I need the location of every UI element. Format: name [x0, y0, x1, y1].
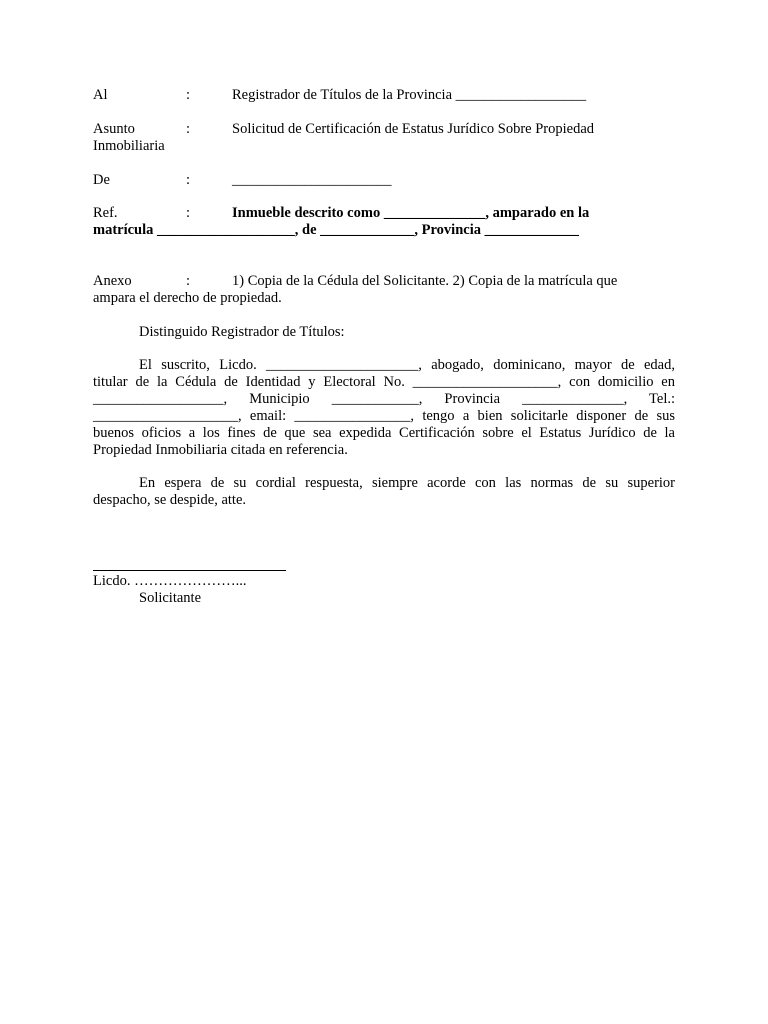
- header-de-colon: :: [186, 172, 191, 188]
- header-asunto-continuation: Inmobiliaria: [93, 138, 165, 154]
- header-al-label: Al: [93, 87, 108, 103]
- header-anexo-colon: :: [186, 273, 191, 289]
- header-asunto-colon: :: [186, 121, 191, 137]
- paragraph-line: ____________________, email: ________________, tengo a bien solicitarle disponer de sus: [93, 408, 675, 424]
- paragraph-line: buenos oficios a los fines de que sea expedida Certificación sobre el Estatus Jurídico de la: [93, 425, 675, 441]
- paragraph-line: despacho, se despide, atte.: [93, 492, 247, 508]
- header-de-row: [93, 172, 392, 189]
- header-asunto-row: [93, 121, 675, 155]
- paragraph-line: titular de la Cédula de Identidad y Electoral No. ____________________, con domicilio en: [93, 374, 675, 390]
- header-asunto-label: Asunto: [93, 121, 135, 137]
- paragraph-line: El suscrito, Licdo. _____________________, abogado, dominicano, mayor de edad,: [139, 357, 675, 373]
- header-anexo-continuation: ampara el derecho de propiedad.: [93, 290, 282, 306]
- paragraph-line: En espera de su cordial respuesta, siempre acorde con las normas de su superior: [139, 475, 675, 491]
- header-asunto-value: Solicitud de Certificación de Estatus Jurídico Sobre Propiedad: [232, 121, 595, 137]
- header-ref-colon: :: [186, 205, 191, 221]
- header-de-value: ______________________: [232, 172, 392, 188]
- paragraph-line: __________________, Municipio ____________, Provincia ______________, Tel.:: [93, 391, 675, 407]
- paragraph-line: Propiedad Inmobiliaria citada en referencia.: [93, 442, 348, 458]
- header-al-colon: :: [186, 87, 191, 103]
- header-anexo-row: [93, 273, 675, 307]
- body-paragraph-2: [93, 475, 675, 509]
- salutation: Distinguido Registrador de Títulos:: [139, 324, 345, 340]
- header-ref-value: Inmueble descrito como ______________, amparado en la: [232, 205, 590, 221]
- header-anexo-value: 1) Copia de la Cédula del Solicitante. 2) Copia de la matrícula que: [232, 273, 618, 289]
- signature-name: Licdo. …………………...: [93, 573, 247, 589]
- header-anexo-label: Anexo: [93, 273, 132, 289]
- header-de-label: De: [93, 172, 110, 188]
- header-ref-row: [93, 205, 675, 239]
- signature-role: Solicitante: [139, 590, 202, 606]
- header-al-value: Registrador de Títulos de la Provincia __________________: [232, 87, 587, 103]
- header-al-row: [93, 87, 586, 104]
- header-ref-label: Ref.: [93, 205, 118, 221]
- body-paragraph-1: [93, 357, 675, 459]
- signature-line: [93, 570, 286, 571]
- header-ref-continuation: matrícula ___________________, de _____________, Provincia _____________: [93, 222, 579, 238]
